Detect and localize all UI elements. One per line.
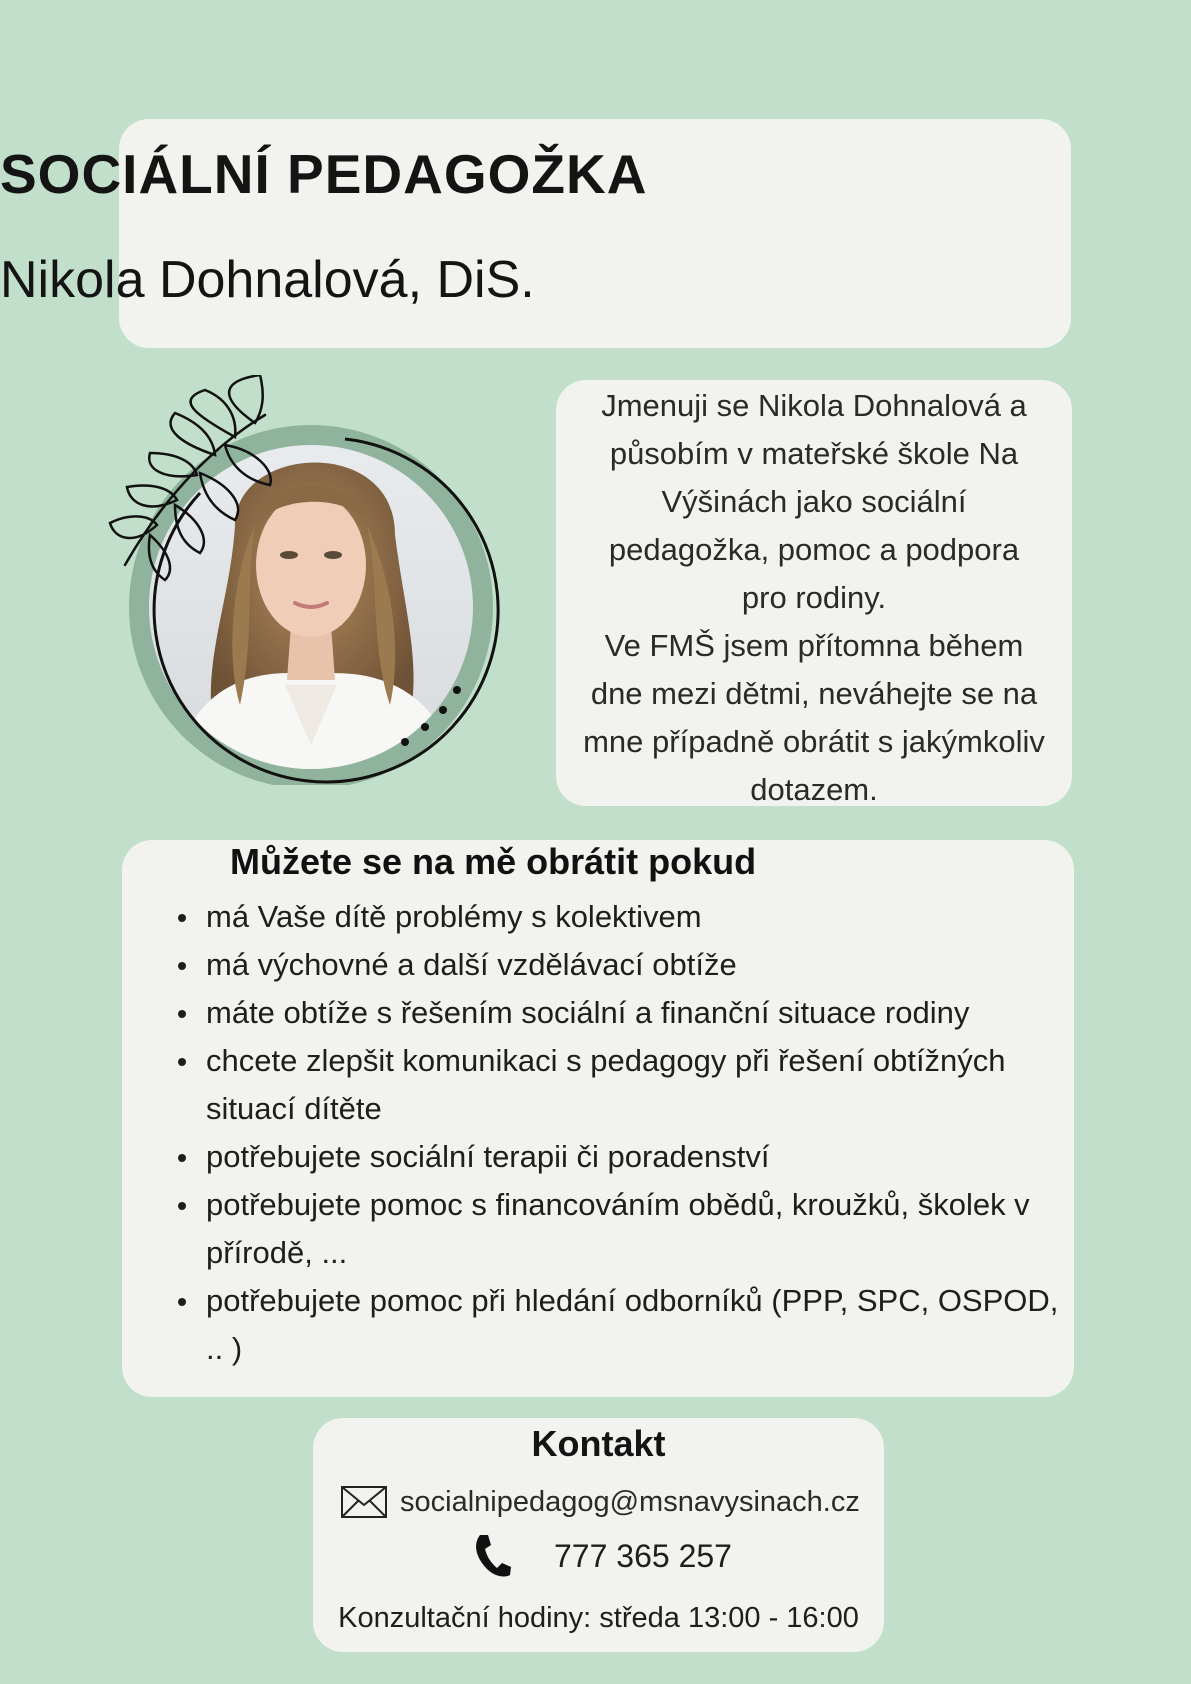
intro-line: dotazem. (750, 772, 878, 807)
portrait-photo-with-leaf-frame-icon (105, 375, 505, 785)
phone-row[interactable] (472, 1530, 732, 1582)
profile-photo (105, 375, 505, 785)
page-title: SOCIÁLNÍ PEDAGOŽKA (0, 143, 648, 205)
help-list (206, 893, 1066, 1373)
list-item: potřebujete pomoc při hledání odborníků (PPP, SPC, OSPOD, .. ) (206, 1277, 1066, 1373)
intro-line: Výšinách jako sociální (661, 484, 967, 519)
intro-line: mne případně obrátit s jakýmkoliv (583, 724, 1045, 759)
list-item: potřebujete pomoc s financováním obědů, kroužků, školek v přírodě, ... (206, 1181, 1066, 1277)
list-item: chcete zlepšit komunikaci s pedagogy při řešení obtížných situací dítěte (206, 1037, 1066, 1133)
contact-heading: Kontakt (531, 1423, 666, 1464)
envelope-icon (340, 1485, 388, 1519)
person-name: Nikola Dohnalová, DiS. (0, 251, 535, 309)
help-heading: Můžete se na mě obrátit pokud (230, 841, 757, 882)
consultation-hours: Konzultační hodiny: středa 13:00 - 16:00 (338, 1602, 859, 1634)
list-item: má Vaše dítě problémy s kolektivem (206, 893, 1066, 941)
intro-text (556, 382, 1072, 814)
email-row[interactable] (340, 1480, 860, 1524)
intro-line: Ve FMŠ jsem přítomna během (604, 628, 1024, 663)
intro-line: Jmenuji se Nikola Dohnalová a (601, 388, 1027, 423)
intro-line: pedagožka, pomoc a podpora (608, 532, 1020, 567)
intro-line: pro rodiny. (741, 580, 887, 615)
phone-number[interactable]: 777 365 257 (554, 1537, 732, 1574)
intro-line: působím v mateřské škole Na (609, 436, 1019, 471)
intro-line: dne mezi dětmi, neváhejte se na (590, 676, 1038, 711)
list-item: potřebujete sociální terapii či poradenství (206, 1133, 1066, 1181)
list-item: máte obtíže s řešením sociální a finanční situace rodiny (206, 989, 1066, 1037)
list-item: má výchovné a další vzdělávací obtíže (206, 941, 1066, 989)
phone-icon (472, 1533, 512, 1579)
email-link[interactable]: socialnipedagog@msnavysinach.cz (400, 1485, 860, 1518)
